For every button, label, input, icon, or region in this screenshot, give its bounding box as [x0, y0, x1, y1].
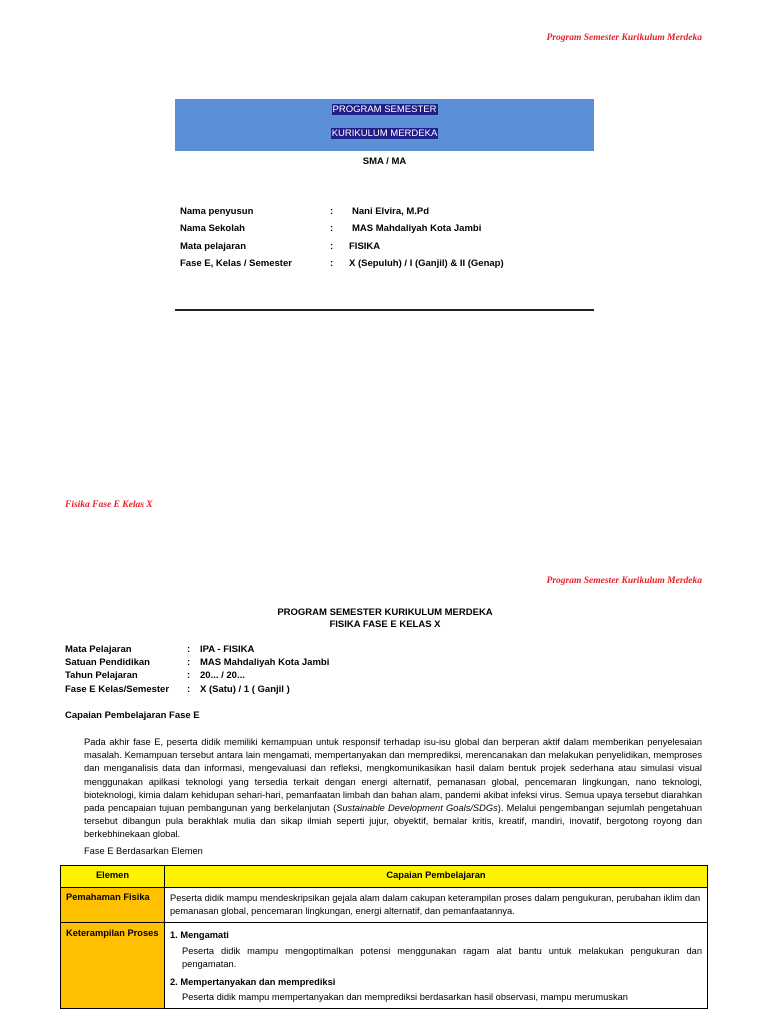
elemen-cell: Keterampilan Proses [61, 923, 165, 1009]
table-row [61, 923, 708, 1009]
info-label: Satuan Pendidikan [65, 657, 150, 669]
banner-title-line1: PROGRAM SEMESTER [332, 104, 437, 115]
horizontal-rule [175, 309, 594, 311]
info-colon: : [187, 657, 191, 669]
info-label: Tahun Pelajaran [65, 670, 138, 682]
info-colon: : [330, 206, 334, 217]
info-colon: : [187, 670, 191, 682]
sub-item-title: 2. Mempertanyakan dan memprediksi [170, 977, 336, 988]
info-label: Nama penyusun [180, 206, 254, 217]
table-header-row [61, 866, 708, 888]
capaian-cell [165, 923, 708, 1009]
elemen-cell: Pemahaman Fisika [61, 888, 165, 923]
paragraph-text: ). Melalui pengembangan sejumlah pengetahuan tersebut dibangun pula berakhlak mulia dan sikap ilmiah seperti jujur, obyektif, bernalar kritis, kreatif, mandiri, inovatif, bergotong royong dan berkebhinekaan global. [84, 803, 702, 840]
info-colon: : [330, 257, 334, 269]
page2-title-line2: FISIKA FASE E KELAS X [329, 619, 441, 630]
page2-header-right: Program Semester Kurikulum Merdeka [546, 576, 702, 586]
info-colon: : [330, 240, 334, 252]
capaian-cell: Peserta didik mampu mendeskripsikan gejala alam dalam cakupan keterampilan proses dalam pengukuran, perubahan iklim dan pemanasan global, pencemaran lingkungan, energi alternatif, dan pemanfaatannya. [165, 888, 708, 923]
header-capaian: Capaian Pembelajaran [165, 866, 708, 888]
info-label: Mata Pelajaran [65, 644, 132, 655]
info-value: FISIKA [349, 240, 381, 252]
info-colon: : [187, 644, 191, 655]
info-value: MAS Mahdaliyah Kota Jambi [200, 657, 330, 669]
title-banner [175, 99, 594, 151]
paragraph-italic-text: Sustainable Development Goals/SDGs [336, 803, 498, 814]
info-value: IPA - FISIKA [200, 644, 255, 655]
page1-header-right: Program Semester Kurikulum Merdeka [546, 33, 702, 43]
info-label: Fase E Kelas/Semester [65, 683, 170, 695]
page1-footer-left: Fisika Fase E Kelas X [65, 500, 153, 510]
banner-title-line2: KURIKULUM MERDEKA [331, 128, 438, 139]
info-value: 20... / 20... [200, 670, 245, 682]
info-value: X (Satu) / 1 ( Ganjil ) [200, 683, 290, 695]
page2-title-line1: PROGRAM SEMESTER KURIKULUM MERDEKA [277, 607, 493, 618]
info-value: Nani Elvira, M.Pd [352, 206, 430, 217]
info-label: Fase E, Kelas / Semester [180, 257, 292, 269]
fase-elemen-label: Fase E Berdasarkan Elemen [84, 846, 203, 856]
sub-item-text: Peserta didik mampu mengoptimalkan potensi menggunakan ragam alat bantu untuk melakukan pengukuran dan pengamatan. [182, 945, 702, 969]
school-level-subtitle: SMA / MA [362, 156, 407, 167]
info-label: Nama Sekolah [180, 223, 245, 235]
paragraph-text: Pada akhir fase E, peserta didik memiliki kemampuan untuk responsif terhadap isu-isu global dan berperan aktif dalam memberikan penyelesaian masalah. Kemampuan tersebut antara lain mengamati, mempertanyakan dan memprediksi, merencanakan dan melakukan penyelidikan, memproses dan menganalisis data dan informasi, mengevaluasi dan refleksi, mengkomunikasikan hasil dalam bentuk projek sederhana atau simulasi visual menggunakan apilkasi teknologi yang tersedia terkait dengan energi alternatif, pemanasan global, pencemaran lingkungan, nano teknologi, bioteknologi, kimia dalam kehidupan sehari-hari, pemanfaatan limbah dan bahan alam, pandemi akibat infeksi virus. Semua upaya tersebut diarahkan pada pencapaian tujuan pembangunan yang berkelanjutan ( [84, 737, 702, 814]
capaian-table [60, 865, 708, 1009]
info-label: Mata pelajaran [180, 240, 246, 252]
capaian-heading: Capaian Pembelajaran Fase E [65, 710, 200, 721]
info-colon: : [187, 683, 191, 695]
info-value: MAS Mahdaliyah Kota Jambi [352, 223, 482, 235]
sub-item-title: 1. Mengamati [170, 930, 229, 941]
sub-item-text: Peserta didik mampu mempertanyakan dan memprediksi berdasarkan hasil observasi, mampu merumuskan [182, 992, 628, 1003]
info-value: X (Sepuluh) / I (Ganjil) & II (Genap) [349, 257, 504, 269]
table-row [61, 888, 708, 923]
info-colon: : [330, 223, 334, 235]
capaian-paragraph [84, 736, 702, 842]
header-elemen: Elemen [61, 866, 165, 888]
